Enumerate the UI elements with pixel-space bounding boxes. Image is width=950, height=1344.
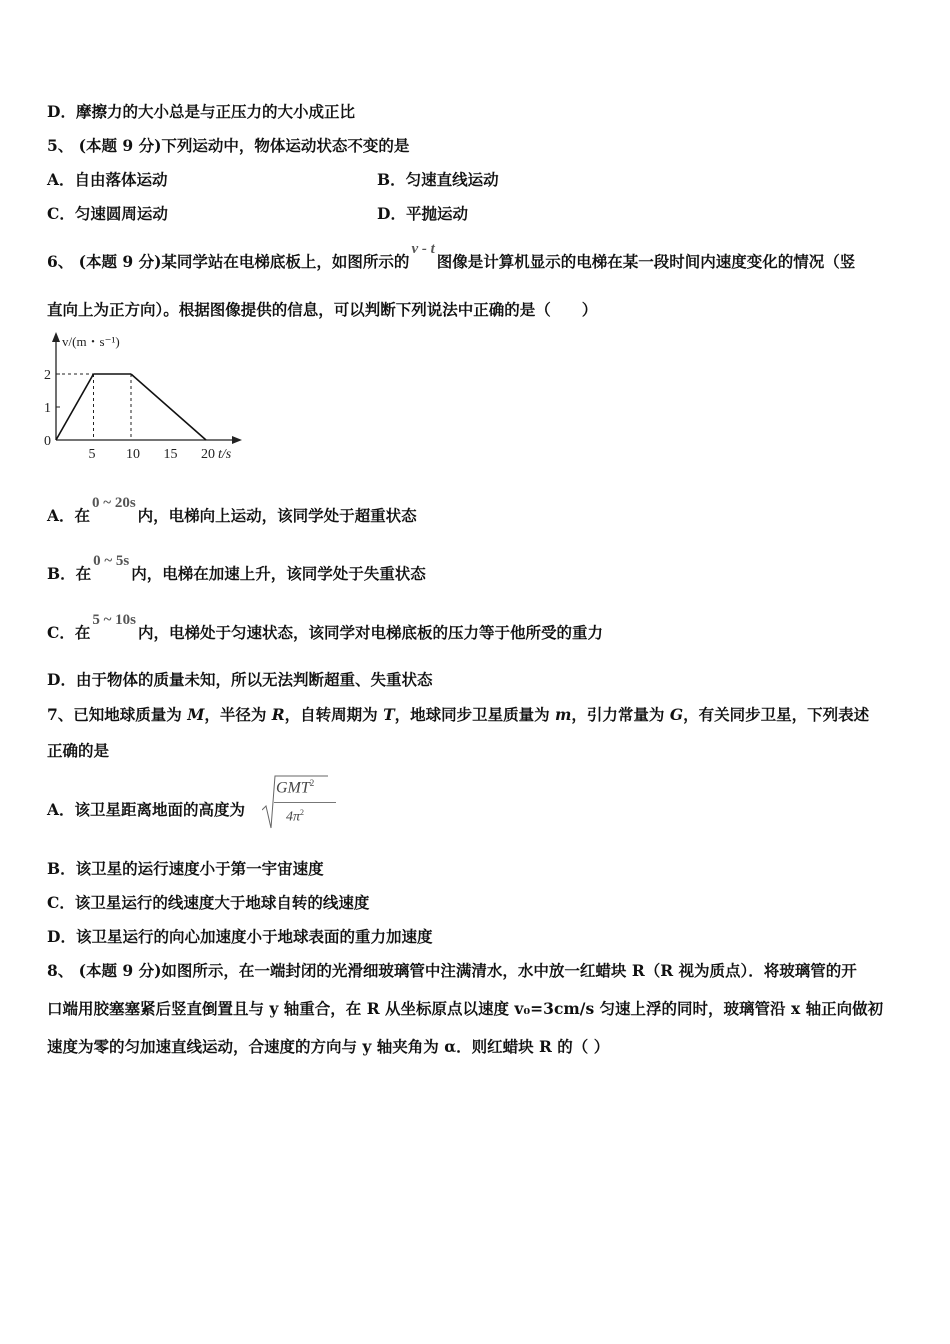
chart-x-tick-label: 10: [126, 447, 140, 462]
q7-option-c: C．该卫星运行的线速度大于地球自转的线速度: [47, 893, 370, 912]
q5-option-c: C．匀速圆周运动: [47, 204, 168, 223]
q6-stem-line2: 直向上为正方向）。根据图像提供的信息，可以判断下列说法中正确的是（ ）: [47, 300, 598, 319]
q7-text: ，地球同步卫星质量为: [394, 705, 556, 724]
q7-option-a: A．该卫星距离地面的高度为: [47, 800, 246, 819]
q7-option-b: B．该卫星的运行速度小于第一宇宙速度: [47, 859, 324, 878]
chart-ylabel: v/(m・s⁻¹): [62, 334, 120, 349]
q7-var-G: G: [669, 705, 684, 724]
chart-x-tick-label: 15: [163, 447, 178, 462]
q6-option-a-post: 内，电梯向上运动，该同学处于超重状态: [137, 506, 417, 525]
chart-y-tick-label: 2: [44, 368, 51, 383]
q6-option-c-post: 内，电梯处于匀速状态，该同学对电梯底板的压力等于他所受的重力: [137, 623, 603, 642]
formula-numerator: GMT$^2$: [276, 778, 315, 797]
q5-option-b: B．匀速直线运动: [377, 170, 499, 189]
vt-chart: [40, 328, 260, 468]
q5-option-a: A．自由落体运动: [47, 170, 168, 189]
q6-stem-part1: 6、 (本题 9 分)某同学站在电梯底板上，如图所示的: [47, 252, 410, 271]
q7-text: ，自转周期为: [284, 705, 384, 724]
fraction-bar: [274, 802, 336, 803]
q6-option-c-pre: C．在: [47, 623, 91, 642]
q6-option-c: [47, 612, 603, 644]
q6-option-a: [47, 495, 417, 527]
chart-origin-label: 0: [44, 434, 51, 449]
q7-text: 7、已知地球质量为: [47, 705, 188, 724]
q6-option-b-post: 内，电梯在加速上升，该同学处于失重状态: [131, 564, 426, 583]
q7-var-T: T: [383, 705, 395, 724]
q5-option-d: D．平抛运动: [377, 204, 468, 223]
q6-option-c-range: 5 ~ 10s: [92, 612, 136, 628]
q7-stem-line1: [47, 705, 869, 725]
chart-series-segment: [56, 374, 94, 440]
q6-stem-line1: [47, 241, 856, 273]
q6-option-b-pre: B．在: [47, 564, 92, 583]
q7-var-M: M: [187, 705, 205, 724]
q8-line2: 口端用胶塞塞紧后竖直倒置且与 y 轴重合，在 R 从坐标原点以速度 v₀=3cm/s 匀速上浮的同时，玻璃管沿 x 轴正向做初: [47, 999, 884, 1018]
q7-var-R: R: [271, 705, 285, 724]
q7-var-m: m: [555, 705, 572, 724]
q7-stem-line2: 正确的是: [47, 741, 110, 760]
chart-x-axis-arrow: [232, 436, 242, 444]
q7-option-d: D．该卫星运行的向心加速度小于地球表面的重力加速度: [47, 927, 433, 946]
chart-series-segment: [131, 374, 206, 440]
q7-text: ，半径为: [204, 705, 272, 724]
q7-text: ，有关同步卫星，下列表述: [683, 705, 870, 724]
chart-x-tick-label: 20: [201, 447, 215, 462]
q6-option-a-pre: A．在: [47, 506, 91, 525]
q8-line1: 8、 (本题 9 分)如图所示，在一端封闭的光滑细玻璃管中注满清水，水中放一红蜡块 R（R 视为质点）．将玻璃管的开: [47, 961, 857, 980]
q6-option-d: D．由于物体的质量未知，所以无法判断超重、失重状态: [47, 670, 433, 689]
q4-option-d: D．摩擦力的大小总是与正压力的大小成正比: [47, 102, 355, 121]
q6-option-b-range: 0 ~ 5s: [93, 553, 130, 569]
chart-x-tick-label: 5: [88, 447, 96, 462]
q6-option-b: [47, 553, 426, 585]
chart-y-tick-label: 1: [44, 401, 51, 416]
q6-option-a-range: 0 ~ 20s: [92, 495, 136, 511]
q5-stem: 5、 (本题 9 分)下列运动中，物体运动状态不变的是: [47, 136, 410, 155]
chart-y-axis-arrow: [52, 332, 60, 342]
q8-line3: 速度为零的匀加速直线运动，合速度的方向与 y 轴夹角为 α．则红蜡块 R 的（ ）: [47, 1037, 610, 1056]
q7-text: ，引力常量为: [571, 705, 670, 724]
q6-stem-part2: 图像是计算机显示的电梯在某一段时间内速度变化的情况（竖: [436, 252, 856, 271]
formula-denominator: $4\pi^2$: [286, 808, 305, 825]
q6-vt-symbol: v - t: [411, 241, 435, 257]
q7-option-a-formula: [262, 772, 342, 832]
chart-xlabel: t/s: [218, 447, 232, 462]
